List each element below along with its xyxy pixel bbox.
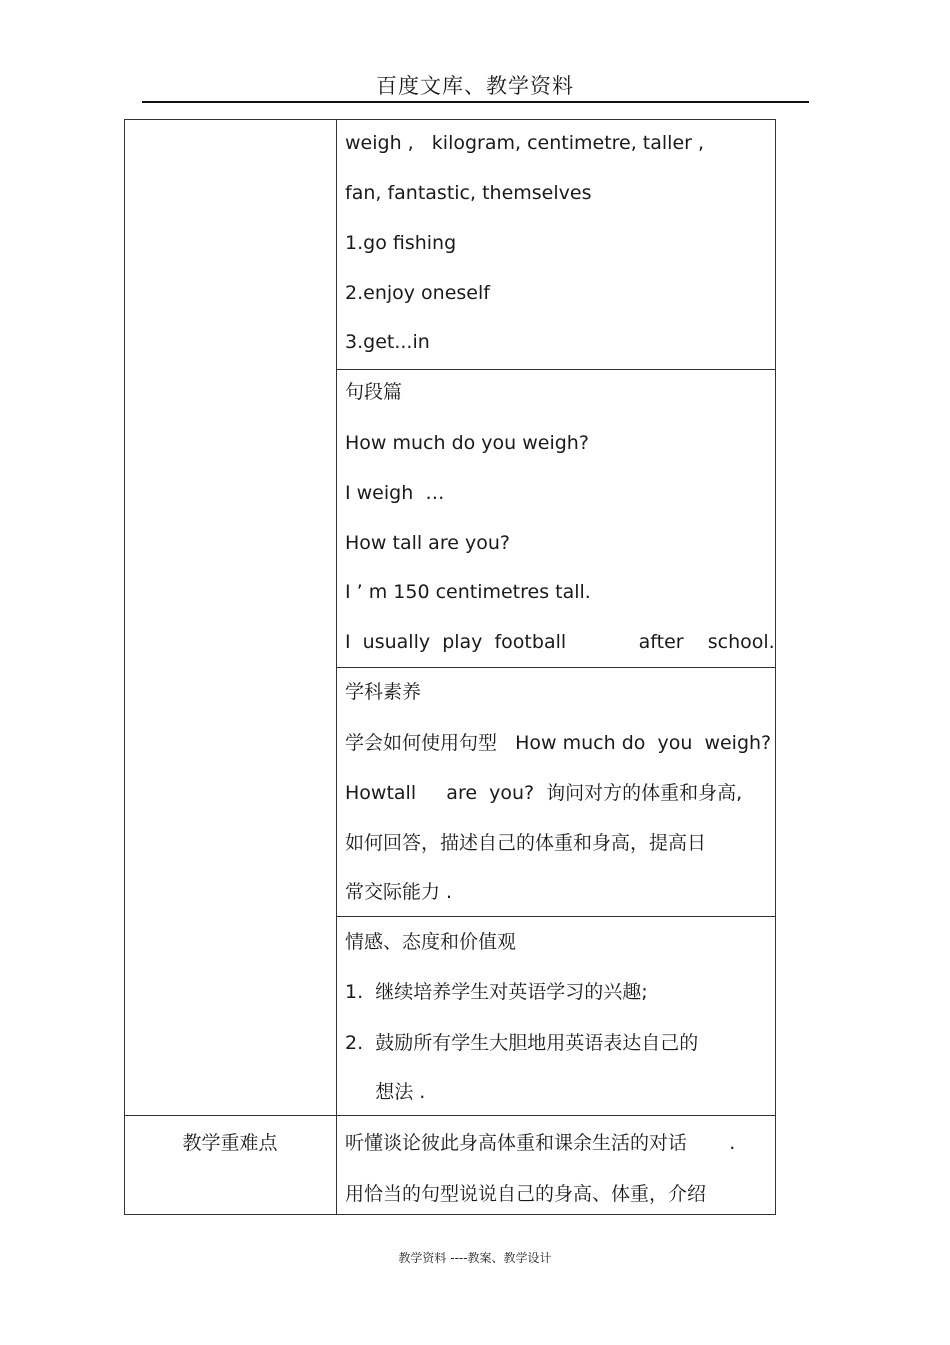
row-divider-1 (336, 369, 776, 370)
header-rule (142, 101, 809, 103)
difficulty-label: 教学重难点 (182, 1132, 278, 1154)
literacy-line: 学会如何使用句型 How much do you weigh? (345, 732, 772, 754)
sentence-line: How much do you weigh? (345, 432, 589, 454)
vocab-line: fan, fantastic, themselves (345, 182, 592, 204)
sentence-line: How tall are you? (345, 532, 510, 554)
section-title: 情感、态度和价值观 (345, 931, 517, 953)
sentence-line: I weigh … (345, 482, 445, 504)
section-title: 句段篇 (345, 381, 403, 403)
page-header-title: 百度文库、教学资料 (376, 74, 574, 98)
row-divider-2 (336, 667, 776, 668)
attitude-line: 2. 鼓励所有学生大胆地用英语表达自己的 (345, 1032, 699, 1054)
row-divider-3 (336, 916, 776, 917)
section-title: 学科素养 (345, 681, 422, 703)
difficulty-line: 用恰当的句型说说自己的身高、体重，介绍 (345, 1183, 707, 1205)
difficulty-line: 听懂谈论彼此身高体重和课余生活的对话 . (345, 1132, 736, 1154)
phrase-line: 2.enjoy oneself (345, 282, 490, 304)
sentence-line: I ’ m 150 centimetres tall. (345, 581, 591, 603)
literacy-line: Howtall are you? 询问对方的体重和身高, (345, 782, 743, 804)
row-divider-4 (124, 1115, 776, 1116)
page-footer: 教学资料 ----教案、教学设计 (398, 1251, 552, 1265)
attitude-line: 想法 . (345, 1081, 426, 1103)
sentence-line: I usually play football after school. (345, 631, 775, 653)
literacy-line: 常交际能力 . (345, 881, 453, 903)
vocab-line: weigh , kilogram, centimetre, taller , (345, 132, 705, 154)
attitude-line: 1. 继续培养学生对英语学习的兴趣; (345, 981, 648, 1003)
phrase-line: 3.get...in (345, 331, 430, 353)
literacy-line: 如何回答，描述自己的体重和身高，提高日 (345, 832, 707, 854)
phrase-line: 1.go fishing (345, 232, 457, 254)
